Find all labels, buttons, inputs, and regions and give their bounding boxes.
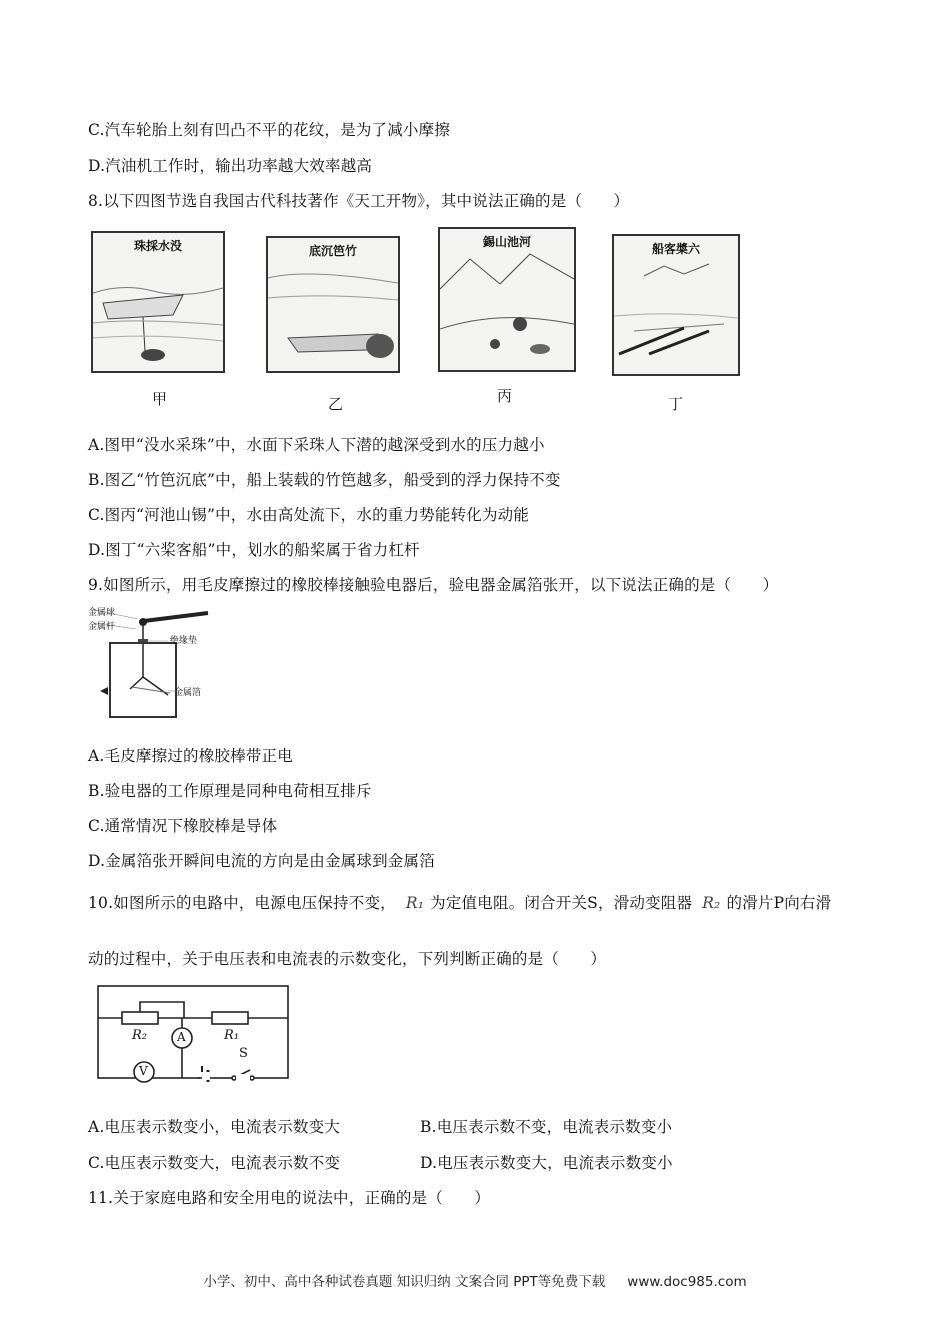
- option-9b: B.验电器的工作原理是同种电荷相互排斥: [88, 782, 372, 800]
- option-10d: D.电压表示数变大，电流表示数变小: [420, 1154, 673, 1172]
- image-label-ding: 丁: [668, 395, 684, 413]
- question-9: 9.如图所示，用毛皮摩擦过的橡胶棒接触验电器后，验电器金属箔张开，以下说法正确的是（ ）: [88, 576, 779, 594]
- image-yi: [266, 236, 400, 373]
- var-r1: R₁: [405, 894, 425, 912]
- circuit-figure: [94, 982, 294, 1086]
- option-8d: D.图丁“六桨客船”中，划水的船桨属于省力杠杆: [88, 541, 420, 559]
- image-jia: [91, 231, 225, 373]
- option-10b: B.电压表示数不变，电流表示数变小: [420, 1118, 673, 1136]
- option-8b: B.图乙“竹笆沉底”中，船上装载的竹笆越多，船受到的浮力保持不变: [88, 471, 561, 489]
- image-caption: 底沉笆竹: [308, 244, 357, 258]
- option-9c: C.通常情况下橡胶棒是导体: [88, 817, 278, 835]
- label-r1: R₁: [224, 1028, 239, 1043]
- question-11: 11.关于家庭电路和安全用电的说法中，正确的是（ ）: [88, 1189, 491, 1207]
- circuit-diagram: [94, 982, 294, 1086]
- image-label-bing: 丙: [497, 387, 513, 405]
- page-footer: [0, 1270, 950, 1290]
- q10-text-2: 为定值电阻。闭合开关S，滑动变阻器: [430, 894, 693, 912]
- image-label-yi: 乙: [328, 395, 344, 413]
- q10-text-1: 10.如图所示的电路中，电源电压保持不变，: [88, 894, 396, 912]
- option-9d: D.金属箔张开瞬间电流的方向是由金属球到金属箔: [88, 852, 435, 870]
- bamboo-boat-illustration: [268, 238, 398, 371]
- six-oar-boat-illustration: [614, 236, 738, 374]
- label-switch: S: [239, 1046, 248, 1061]
- image-caption: 船客槳六: [651, 242, 700, 256]
- image-ding: [612, 234, 740, 376]
- pearl-diving-illustration: [93, 233, 223, 371]
- voltmeter-symbol: V: [139, 1064, 148, 1078]
- label-r2: R₂: [132, 1028, 147, 1043]
- question-10-line1: [88, 891, 831, 913]
- option-8c: C.图丙“河池山锡”中，水由高处流下，水的重力势能转化为动能: [88, 506, 530, 524]
- option-9a: A.毛皮摩擦过的橡胶棒带正电: [88, 747, 293, 765]
- option-8a: A.图甲“没水采珠”中，水面下采珠人下潜的越深受到水的压力越小: [88, 436, 545, 454]
- option-10a: A.电压表示数变小，电流表示数变大: [88, 1118, 341, 1136]
- image-bing: [438, 227, 576, 372]
- question-10-line2: 动的过程中，关于电压表和电流表的示数变化，下列判断正确的是（ ）: [88, 950, 607, 968]
- question-8: 8.以下四图节选自我国古代科技著作《天工开物》，其中说法正确的是（ ）: [88, 192, 630, 210]
- tin-mining-illustration: [440, 229, 574, 370]
- image-label-jia: 甲: [152, 390, 168, 408]
- image-caption: 珠採水没: [133, 239, 182, 253]
- electroscope-figure: [88, 605, 218, 720]
- footer-link[interactable]: www.doc985.com: [627, 1274, 747, 1290]
- option-10c: C.电压表示数变大，电流表示数不变: [88, 1154, 341, 1172]
- q10-text-3: 的滑片P向右滑: [726, 894, 832, 912]
- label-insulating-pad: 绝缘垫: [170, 636, 198, 646]
- ammeter-symbol: A: [177, 1030, 186, 1044]
- image-caption: 錫山池河: [482, 235, 531, 249]
- var-r2: R₂: [702, 894, 721, 912]
- label-metal-foil: 金属箔: [174, 688, 202, 698]
- option-7d: D.汽油机工作时，输出功率越大效率越高: [88, 157, 373, 175]
- footer-text: 小学、初中、高中各种试卷真题 知识归纳 文案合同 PPT等免费下载: [203, 1274, 606, 1290]
- option-7c: C.汽车轮胎上刻有凹凸不平的花纹，是为了减小摩擦: [88, 121, 451, 139]
- label-metal-ball: 金属球: [88, 608, 116, 618]
- label-metal-rod: 金属杆: [88, 622, 116, 632]
